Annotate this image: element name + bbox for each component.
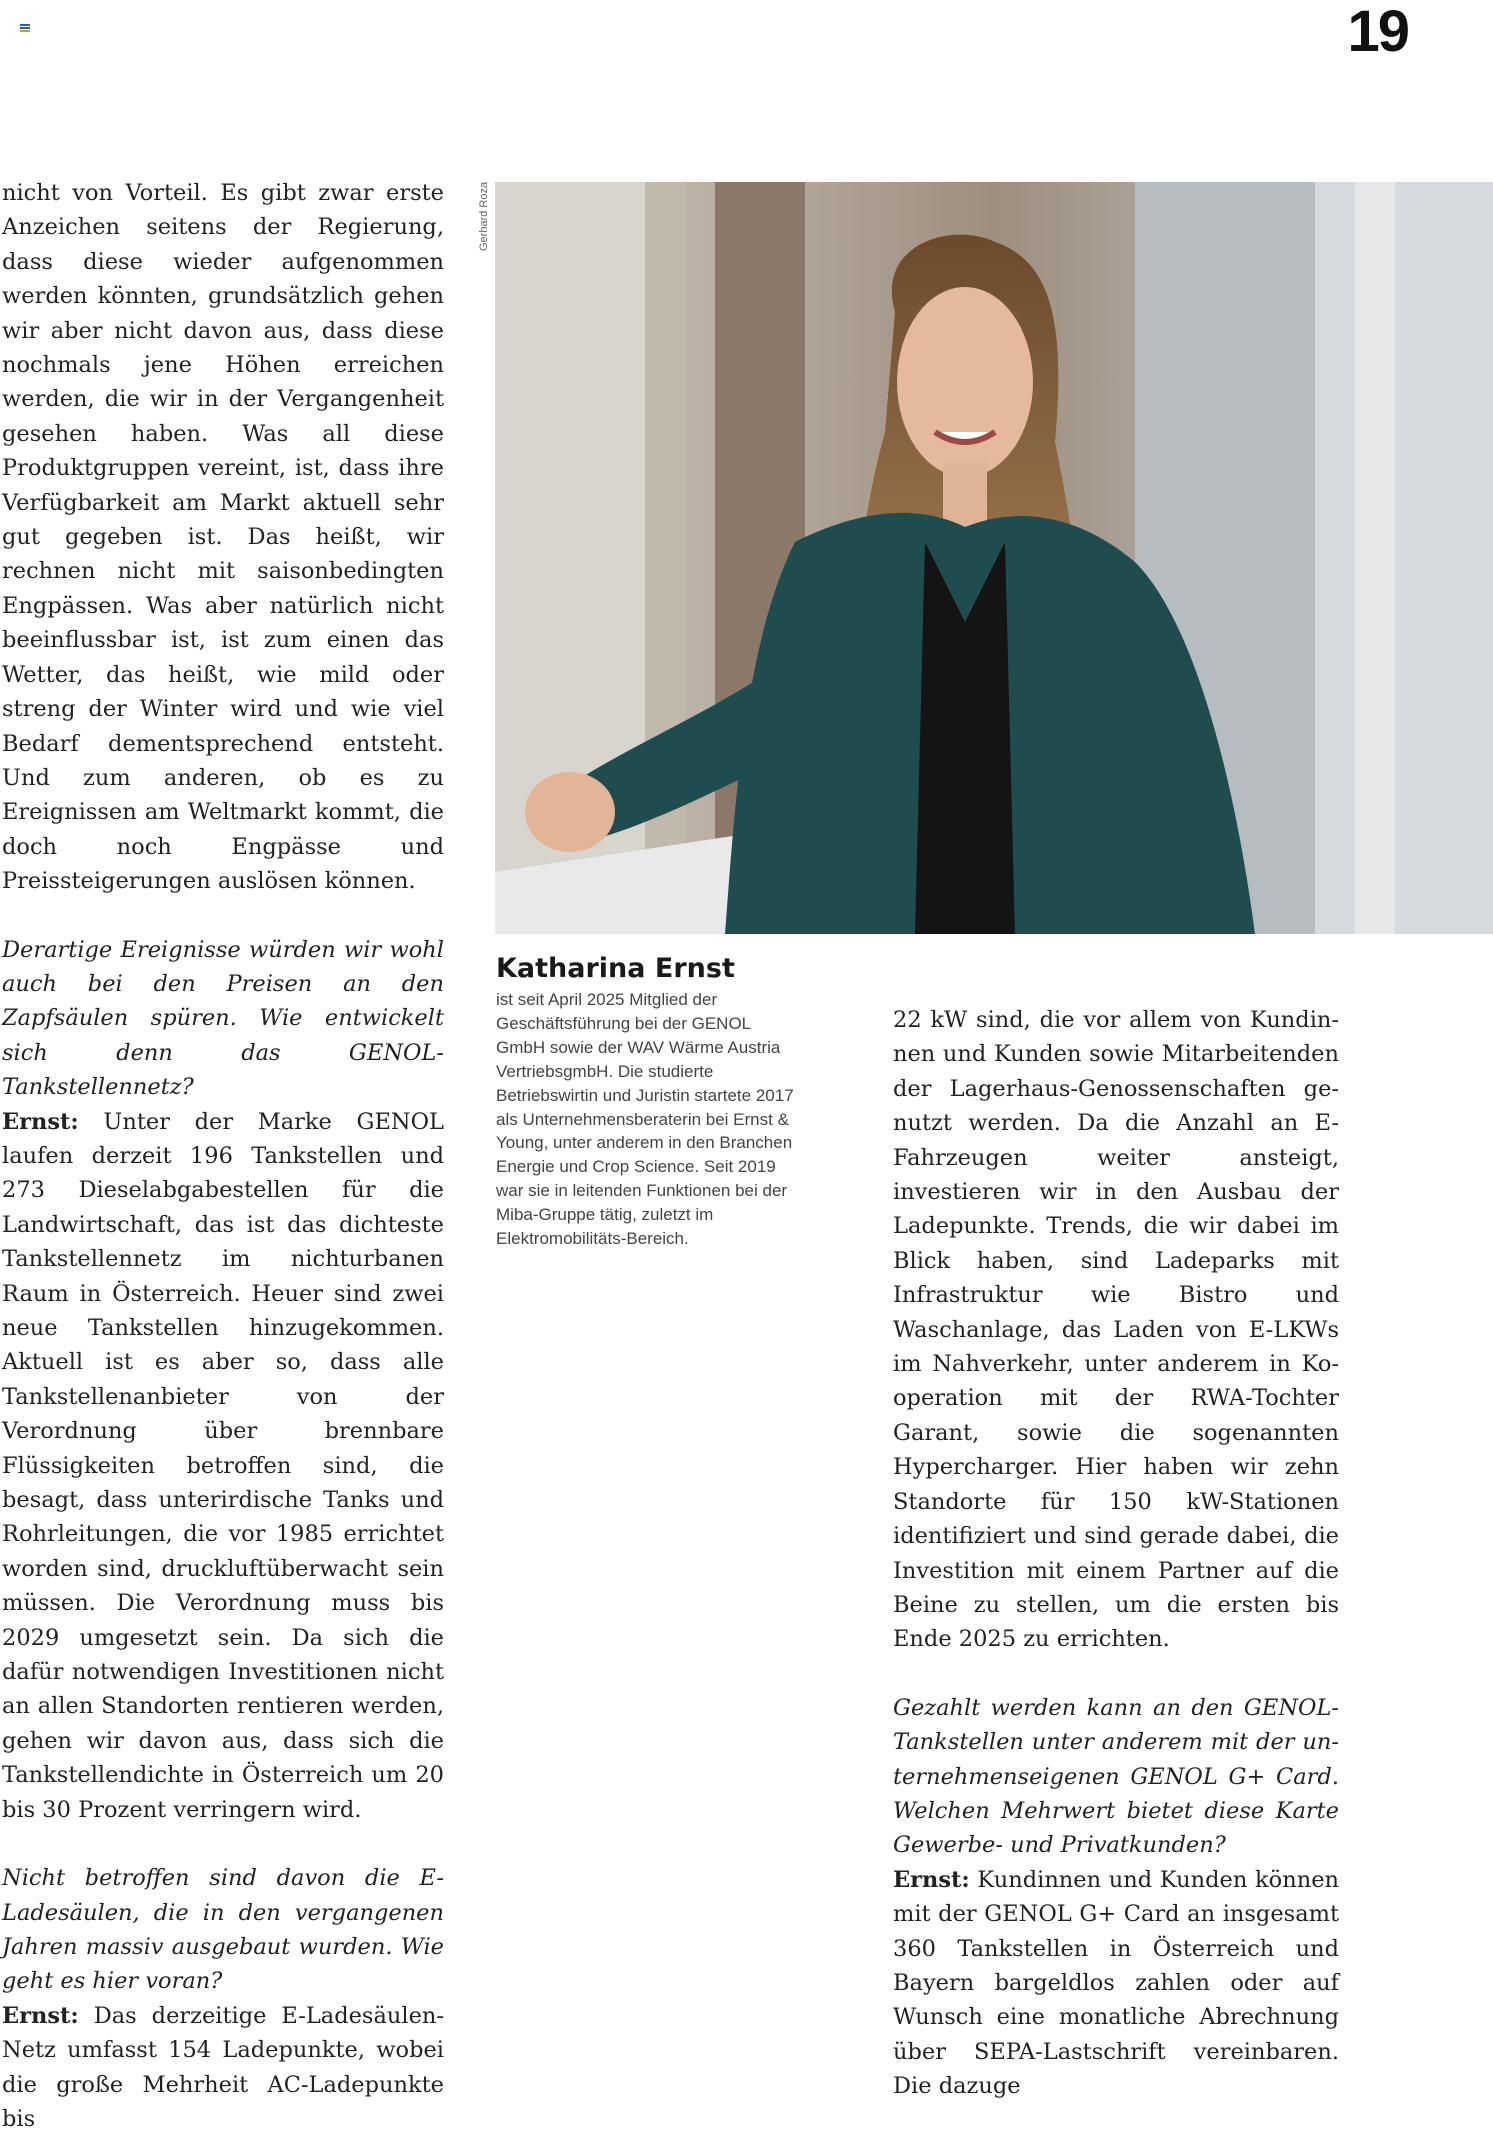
answer-continuation: 22 kW sind, die vor allem von Kundinnen und Kunden sowie Mitarbeitenden der Lagerhaus-Genossenschaften genutzt werden. Da die Anzahl an E-Fahrzeugen weiter ansteigt, investieren wir in den Ausbau der Ladepunkte. Trends, die wir dabei im Blick haben, sind Ladeparks mit Infrastruktur wie Bistro und Waschanlage, das Laden von E-LKWs im Nahverkehr, unter anderem in Kooperation mit der RWA-Tochter Garant, sowie die sogenannten Hypercharger. Hier haben wir zehn Standorte für 150 kW-Stationen identifiziert und sind gerade dabei, die Investition mit einem Partner auf die Beine zu stellen, um die ersten bis Ende 2025 zu errichten. bbox=[893, 1007, 1339, 1653]
caption-name: Katharina Ernst bbox=[496, 953, 735, 984]
photo-caption bbox=[496, 952, 796, 1251]
portrait-photo bbox=[495, 182, 1493, 934]
interview-question: Nicht betroffen sind davon die E-Ladesäulen, die in den vergangenen Jahren massiv ausgebaut wurden. Wie geht es hier voran? bbox=[2, 1865, 444, 1995]
answer-text: Kundinnen und Kunden können mit der GENOL G+ Card an insgesamt 360 Tankstellen in Österreich und Bayern bargeldlos zahlen oder auf Wunsch eine monatliche Abrechnung über SEPA-Lastschrift vereinbaren. Die dazuge bbox=[893, 1866, 1340, 2100]
interview-answer bbox=[893, 1863, 1339, 2104]
speaker-label: Ernst: bbox=[2, 1108, 79, 1135]
photo-credit: Gerhard Roza bbox=[478, 182, 490, 252]
left-column bbox=[2, 176, 444, 2136]
interview-question: Derartige Ereignisse würden wir wohl auch bei den Preisen an den Zapfsäulen spüren. Wie entwickelt sich denn das GENOL-Tankstellennetz? bbox=[2, 936, 444, 1101]
answer-text: Das derzeitige E-Ladesäulen-Netz umfasst 154 Ladepunkte, wobei die große Mehrheit AC-Ladepunkte bis bbox=[2, 2002, 444, 2132]
interview-answer bbox=[2, 1999, 444, 2136]
caption-text: ist seit April 2025 Mitglied der Geschäftsführung bei der GENOL GmbH sowie der WAV Wärme Austria VertriebsgmbH. Die studierte Betriebswirtin und Juristin startete 2017 als Unternehmensberaterin bei Ernst & Young, unter anderem in den Branchen Energie und Crop Science. Seit 2019 war sie in leitenden Funktionen bei der Miba-Gruppe tätig, zuletzt im Elektromobilitäts-Bereich. bbox=[496, 990, 794, 1249]
answer-text: Unter der Marke GENOL laufen derzeit 196 Tankstellen und 273 Dieselabgabestellen für die Landwirtschaft, das ist das dichteste Tankstellennetz im nichturbanen Raum in Österreich. Heuer sind zwei neue Tankstellen hinzugekommen. Aktuell ist es aber so, dass alle Tankstellenanbieter von der Verordnung über brennbare Flüssigkeiten betroffen sind, die besagt, dass unterirdische Tanks und Rohrleitungen, die vor 1985 errichtet worden sind, druckluftüberwacht sein müssen. Die Verordnung muss bis 2029 umgesetzt sein. Da sich die dafür notwendigen Investitionen nicht an allen Standorten rentieren werden, gehen wir davon aus, dass sich die Tankstellendichte in Österreich um 20 bis 30 Prozent verringern wird. bbox=[2, 1108, 444, 1823]
right-column bbox=[893, 1003, 1339, 2104]
portrait-illustration bbox=[495, 182, 1493, 934]
menu-icon[interactable] bbox=[20, 24, 30, 32]
interview-question: Gezahlt werden kann an den GENOL-Tankstellen unter anderem mit der unternehmenseigenen GENOL G+ Card. Welchen Mehrwert bietet diese Karte Gewerbe- und Privatkunden? bbox=[893, 1694, 1339, 1859]
speaker-label: Ernst: bbox=[2, 2002, 79, 2029]
paragraph: nicht von Vorteil. Es gibt zwar erste Anzeichen seitens der Regierung, dass diese wieder aufgenommen werden könnten, grundsätzlich gehen wir aber nicht davon aus, dass diese nochmals jene Höhen erreichen werden, die wir in der Vergangenheit gesehen haben. Was all diese Produktgruppen vereint, ist, dass ihre Verfügbarkeit am Markt aktuell sehr gut gegeben ist. Das heißt, wir rechnen nicht mit saisonbedingten Engpässen. Was aber natürlich nicht beeinflussbar ist, ist zum einen das Wetter, das heißt, wie mild oder streng der Winter wird und wie viel Bedarf dementsprechend entsteht. Und zum anderen, ob es zu Ereignissen am Weltmarkt kommt, die doch noch Engpässe und Preissteigerungen auslösen können. bbox=[2, 180, 444, 895]
speaker-label: Ernst: bbox=[893, 1866, 970, 1893]
interview-answer bbox=[2, 1105, 444, 1828]
page-number: 19 bbox=[1347, 0, 1408, 64]
